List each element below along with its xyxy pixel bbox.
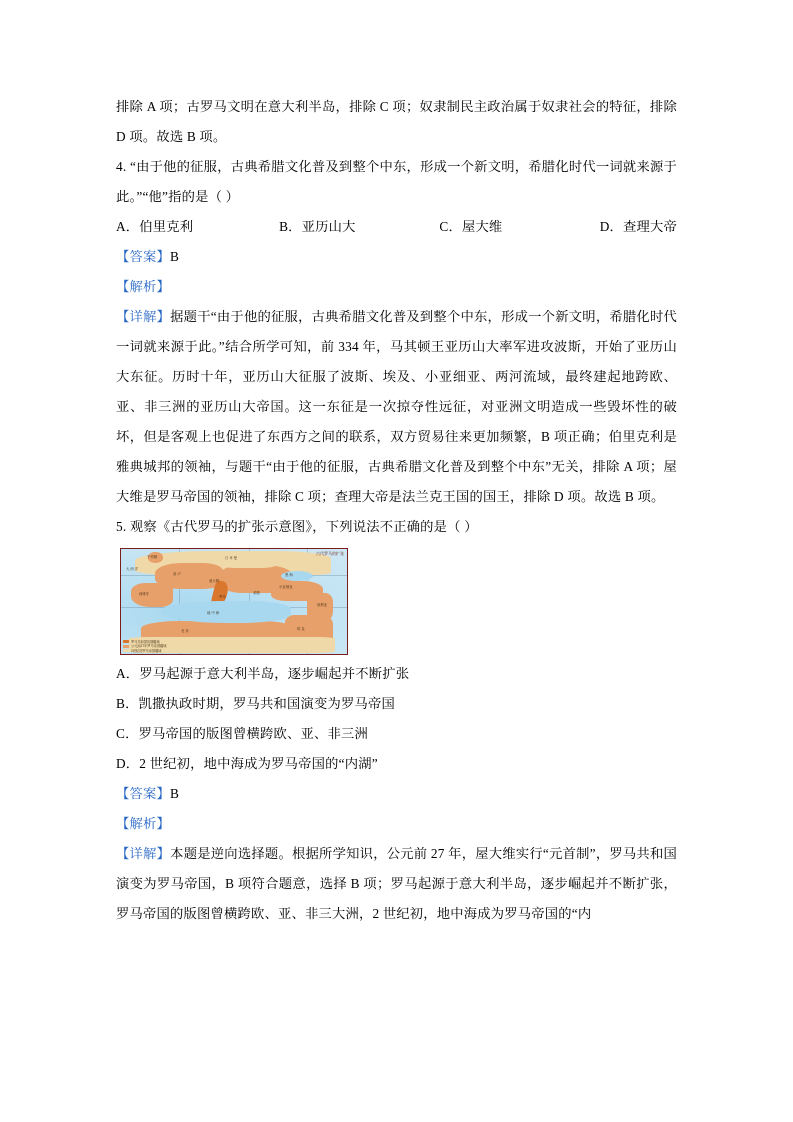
map-label-italy: 意大利: [209, 579, 220, 583]
legend-label: 罗马共和国初期疆域: [131, 639, 160, 644]
question-5-answer-row: [116, 779, 677, 809]
map-mediterranean: [161, 601, 291, 623]
map-label-gaul: 高 卢: [173, 572, 181, 576]
map-legend-item: [123, 649, 166, 653]
top-paragraph: 排除 A 项；古罗马文明在意大利半岛，排除 C 项；奴隶制民主政治属于奴隶社会的特征，排除 D 项。故选 B 项。: [116, 99, 677, 144]
analysis-label-5: 【解析】: [116, 816, 170, 831]
question-5-detail: [116, 839, 677, 929]
figure-roman-expansion: [120, 548, 677, 655]
answer-value-4: B: [170, 249, 180, 264]
map-label-asia-minor: 小亚细亚: [279, 585, 293, 589]
map-label-north-africa: 北 非: [181, 629, 189, 633]
legend-swatch-icon: [123, 640, 129, 643]
question-5-option-c[interactable]: C．罗马帝国的版图曾横跨欧、亚、非三洲: [116, 726, 369, 741]
question-4-option-d[interactable]: D．查理大帝: [599, 219, 677, 234]
question-5-options: [116, 659, 677, 779]
detail-text-5: 本题是逆向选择题。根据所学知识，公元前 27 年，屋大维实行“元首制”，罗马共和国演变为罗马帝国，B 项符合题意，选择 B 项；罗马起源于意大利半岛，逐步崛起并不断扩张，罗马帝国的版图曾横跨欧、亚、非三大洲，2 世纪初，地中海成为罗马帝国的“内: [116, 846, 677, 921]
map-label-egypt: 埃 及: [297, 627, 305, 631]
map-title: 古代罗马的扩张: [316, 551, 344, 556]
map-label-greece: 希腊: [253, 591, 260, 595]
map-label-germania: 日 耳 曼: [225, 556, 238, 560]
question-5-option-a[interactable]: A．罗马起源于意大利半岛，逐步崛起并不断扩张: [116, 666, 410, 681]
question-5-option-b[interactable]: B．凯撒执政时期，罗马共和国演变为罗马帝国: [116, 696, 396, 711]
question-4-answer-row: [116, 242, 677, 272]
question-5-option-d[interactable]: D．2 世纪初，地中海成为罗马帝国的“内湖”: [116, 756, 378, 771]
legend-swatch-icon: [123, 649, 129, 652]
map-label-mediterranean: 地 中 海: [207, 611, 220, 615]
question-4-option-b[interactable]: B．亚历山大: [279, 219, 356, 234]
question-5-stem: [116, 512, 677, 542]
legend-label: 公元前27年罗马帝国疆域: [131, 644, 167, 649]
question-4-options: [116, 212, 677, 242]
question-4-stem: [116, 152, 677, 212]
map-label-atlantic: 大 西 洋: [126, 567, 139, 571]
question-5-number: 5.: [116, 519, 127, 534]
map-label-syria: 叙利亚: [317, 603, 328, 607]
map-label-black-sea: 黑 海: [285, 573, 293, 577]
map-land-hispania: [131, 583, 173, 607]
map-land-germania: [217, 552, 279, 568]
question-4-number: 4.: [116, 159, 127, 174]
answer-label-4: 【答案】: [116, 249, 170, 264]
question-4-option-c[interactable]: C．屋大维: [439, 219, 503, 234]
answer-value-5: B: [170, 786, 180, 801]
legend-label: 2世纪初罗马帝国疆域: [131, 648, 162, 653]
legend-swatch-icon: [123, 645, 129, 648]
analysis-label-4: 【解析】: [116, 279, 170, 294]
question-5-text: 观察《古代罗马的扩张示意图》，下列说法不正确的是（ ）: [129, 519, 478, 534]
detail-label-5: 【详解】: [116, 846, 171, 861]
detail-label-4: 【详解】: [116, 309, 171, 324]
map-label-hispania: 西班牙: [139, 592, 150, 596]
map-label-rome: 罗马: [219, 595, 226, 599]
answer-label-5: 【答案】: [116, 786, 170, 801]
question-4-text: “由于他的征服，古典希腊文化普及到整个中东，形成一个新文明，希腊化时代一词就来源于此。”“他”指的是（ ）: [116, 159, 677, 204]
detail-text-4: 据题干“由于他的征服，古典希腊文化普及到整个中东，形成一个新文明，希腊化时代一词就来源于此。”结合所学可知，前 334 年，马其顿王亚历山大率军进攻波斯，开始了亚历山大东征。历时十年，亚历山大征服了波斯、埃及、小亚细亚、两河流域，最终建起地跨欧、亚、非三洲的亚历山大帝国。这一东征是一次掠夺性远征，对亚洲文明造成一些毁坏性的破坏，但是客观上也促进了东西方之间的联系，双方贸易往来更加频繁，B 项正确；伯里克利是雅典城邦的领袖，与题干“由于他的征服，古典希腊文化普及到整个中东”无关，排除 A 项；屋大维是罗马帝国的领袖，排除 C 项；查理大帝是法兰克王国的国王，排除 D 项。故选 B 项。: [116, 309, 677, 504]
map-image: [120, 548, 348, 655]
question-4-option-a[interactable]: A．伯里克利: [116, 219, 194, 234]
map-label-britannia: 不列颠: [147, 555, 158, 559]
map-legend: [123, 640, 166, 653]
question-4-detail: [116, 302, 677, 512]
